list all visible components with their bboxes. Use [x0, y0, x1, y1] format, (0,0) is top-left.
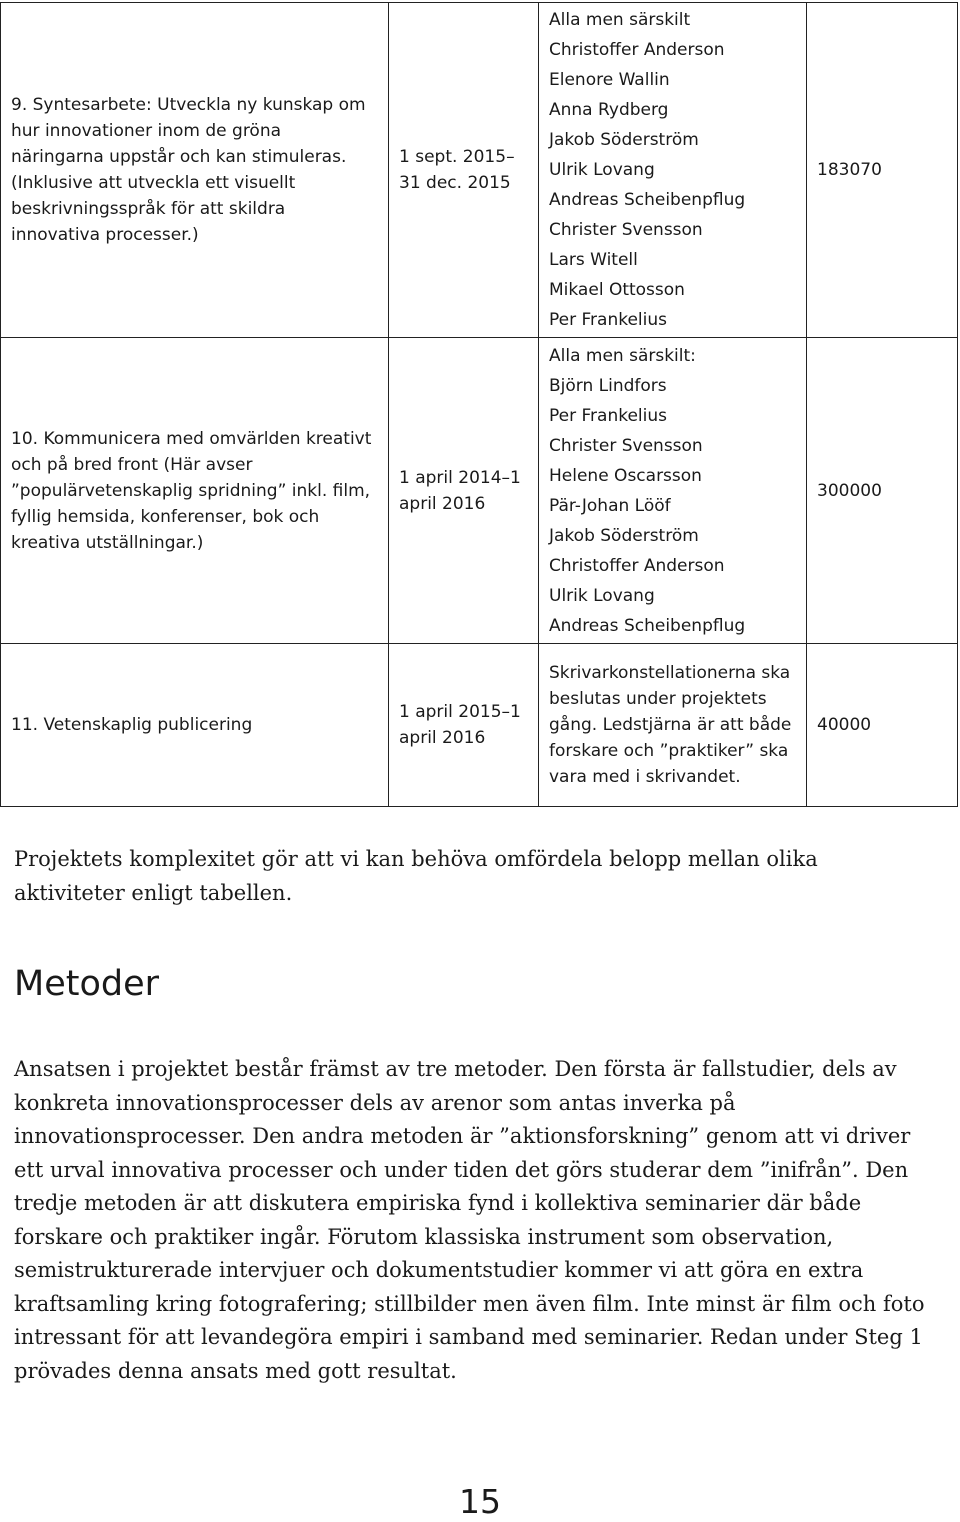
- people-cell: [539, 3, 807, 338]
- table-row: [1, 3, 958, 338]
- people-cell: [539, 338, 807, 644]
- person-name: Christoffer Anderson: [549, 40, 725, 60]
- person-name: Christoffer Anderson: [549, 555, 725, 576]
- person-name: Alla men särskilt:: [549, 345, 696, 366]
- body-paragraph: Projektets komplexitet gör att vi kan behöva omfördela belopp mellan olika aktiviteter enligt tabellen.: [14, 847, 818, 905]
- period-line: april 2016: [399, 493, 486, 514]
- person-name: Pär-Johan Lööf: [549, 495, 671, 516]
- person-name: Helene Oscarsson: [549, 465, 702, 486]
- amount-cell: [807, 3, 958, 338]
- period-line: 31 dec. 2015: [399, 173, 511, 193]
- person-name: Björn Lindfors: [549, 375, 667, 396]
- activity-cell: [1, 338, 389, 644]
- activity-cell: [1, 3, 389, 338]
- person-name: Christer Svensson: [549, 435, 703, 456]
- person-name: Andreas Scheibenpflug: [549, 190, 746, 210]
- person-name: Ulrik Lovang: [549, 160, 655, 180]
- period-cell: [389, 338, 539, 644]
- person-name: Elenore Wallin: [549, 70, 670, 90]
- person-name: Jakob Söderström: [549, 525, 699, 546]
- period-cell: [389, 3, 539, 338]
- amount-value: 183070: [817, 160, 882, 180]
- person-name: Ulrik Lovang: [549, 585, 655, 606]
- writers-note-cell: [539, 644, 807, 807]
- amount-cell: [807, 644, 958, 807]
- period-line: 1 sept. 2015–: [399, 147, 515, 167]
- person-name: Per Frankelius: [549, 310, 667, 330]
- person-name: Mikael Ottosson: [549, 280, 685, 300]
- person-name: Per Frankelius: [549, 405, 667, 426]
- amount-value: 300000: [817, 480, 882, 501]
- amount-cell: [807, 338, 958, 644]
- person-name: Lars Witell: [549, 250, 638, 270]
- activity-text: 11. Vetenskaplig publicering: [11, 715, 253, 735]
- table-row: [1, 338, 958, 644]
- page-number: 15: [459, 1482, 501, 1521]
- period-line: april 2016: [399, 728, 486, 748]
- table-row: [1, 644, 958, 807]
- period-line: 1 april 2014–1: [399, 467, 521, 488]
- person-name: Jakob Söderström: [549, 130, 699, 150]
- amount-value: 40000: [817, 715, 872, 735]
- writers-note-text: Skrivarkonstellationerna ska beslutas under projektets gång. Ledstjärna är att både forskare och ”praktiker” ska vara med i skrivandet.: [549, 663, 792, 787]
- person-name: Christer Svensson: [549, 220, 703, 240]
- activity-text: 10. Kommunicera med omvärlden kreativt och på bred front (Här avser ”populärvetenskaplig spridning” inkl. film, fyllig hemsida, konferenser, bok och kreativa utställningar.): [11, 428, 372, 553]
- section-heading: Metoder: [14, 964, 160, 1004]
- activities-table: [0, 2, 958, 807]
- person-name: Alla men särskilt: [549, 10, 691, 30]
- person-name: Anna Rydberg: [549, 100, 669, 120]
- body-paragraph: Ansatsen i projektet består främst av tre metoder. Den första är fallstudier, dels av konkreta innovationsprocesser dels av arenor som antas inverka på innovationsprocesser. Den andra metoden är ”aktionsforskning” genom att vi driver ett urval innovativa processer och under tiden det görs studerar dem ”inifrån”. Den tredje metoden är att diskutera empiriska fynd i kollektiva seminarier där både forskare och praktiker ingår. Förutom klassiska instrument som observation, semistrukturerade intervjuer och dokumentstudier kommer vi att göra en extra kraftsamling kring fotografering; stillbilder men även film. Inte minst är film och foto intressant för att levandegöra empiri i samband med seminarier. Redan under Steg 1 prövades denna ansats med gott resultat.: [14, 1057, 925, 1383]
- activity-text: 9. Syntesarbete: Utveckla ny kunskap om hur innovationer inom de gröna näringarna uppstår och kan stimuleras. (Inklusive att utveckla ett visuellt beskrivningsspråk för att skildra innovativa processer.): [11, 95, 366, 245]
- period-line: 1 april 2015–1: [399, 702, 521, 722]
- person-name: Andreas Scheibenpflug: [549, 615, 746, 636]
- period-cell: [389, 644, 539, 807]
- activity-cell: [1, 644, 389, 807]
